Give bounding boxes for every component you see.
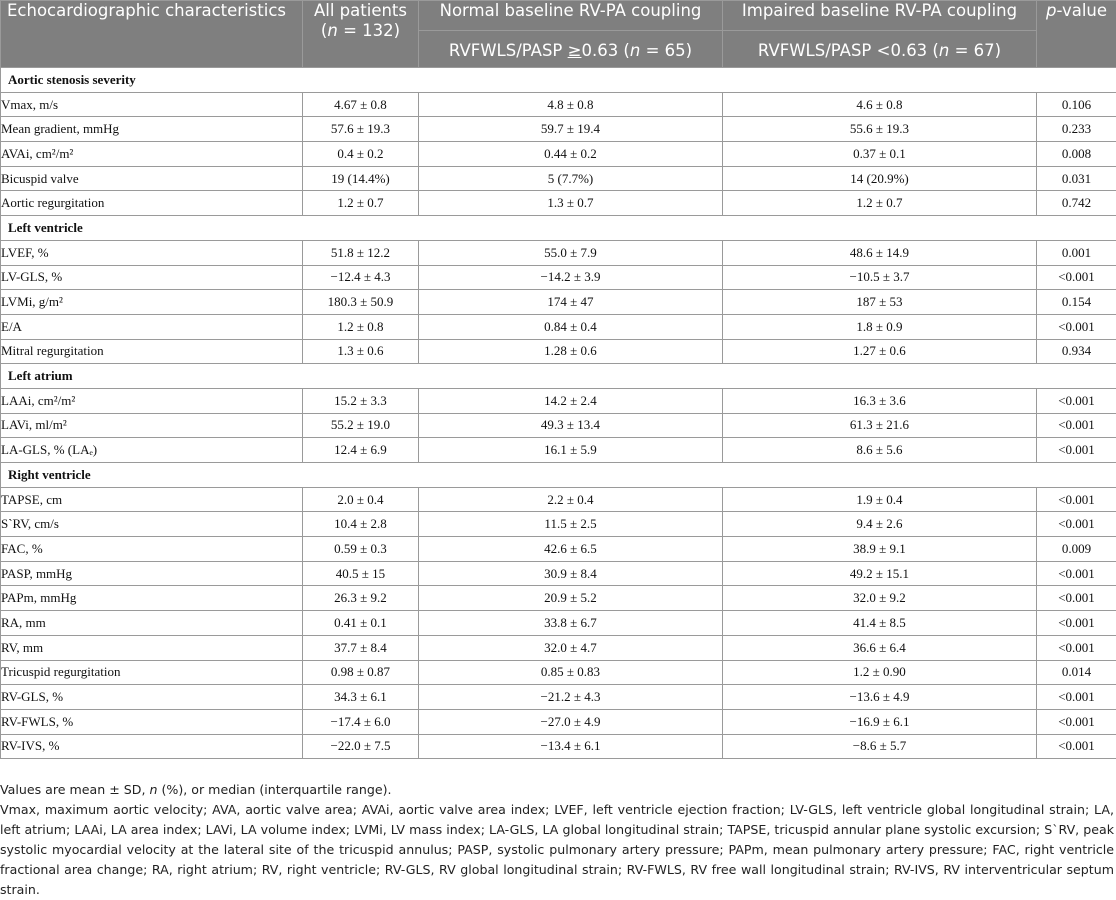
row-label: PASP, mmHg: [1, 561, 303, 586]
row-label: AVAi, cm²/m²: [1, 142, 303, 167]
cell-normal-coupling: 20.9 ± 5.2: [419, 586, 723, 611]
row-label: LVEF, %: [1, 240, 303, 265]
cell-normal-coupling: −14.2 ± 3.9: [419, 265, 723, 290]
cell-normal-coupling: 1.3 ± 0.7: [419, 191, 723, 216]
cell-impaired-coupling: 49.2 ± 15.1: [723, 561, 1037, 586]
row-label: RA, mm: [1, 611, 303, 636]
cell-p-value: 0.154: [1037, 290, 1116, 315]
table-row: [1, 537, 1116, 562]
footnote-abbreviations: Vmax, maximum aortic velocity; AVA, aortic valve area; AVAi, aortic valve area index; LVEF, left ventricle ejection fraction; LV-GLS, left ventricle global longitudinal strain; LA, left atrium; LAAi, LA area index; LAVi, LA volume index; LVMi, LV mass index; LA-GLS, LA global longitudinal strain; TAPSE, tricuspid annular plane systolic excursion; S`RV, peak systolic myocardial velocity at the lateral site of the tricuspid annulus; PASP, systolic pulmonary artery pressure; PAPm, mean pulmonary artery pressure; FAC, right ventricle fractional area change; RA, right atrium; RV, right ventricle; RV-GLS, RV global longitudinal strain; RV-FWLS, RV free wall longitudinal strain; RV-IVS, RV interventricular septum strain.: [0, 802, 1114, 897]
cell-normal-coupling: 59.7 ± 19.4: [419, 117, 723, 142]
table-row: [1, 660, 1116, 685]
table-row: [1, 339, 1116, 364]
table-row: [1, 734, 1116, 759]
cell-all-patients: −12.4 ± 4.3: [303, 265, 419, 290]
cell-all-patients: 57.6 ± 19.3: [303, 117, 419, 142]
cell-normal-coupling: 30.9 ± 8.4: [419, 561, 723, 586]
cell-all-patients: 10.4 ± 2.8: [303, 512, 419, 537]
row-label: RV-FWLS, %: [1, 709, 303, 734]
cell-p-value: <0.001: [1037, 734, 1116, 759]
row-label: Aortic regurgitation: [1, 191, 303, 216]
cell-normal-coupling: 14.2 ± 2.4: [419, 388, 723, 413]
cell-normal-coupling: 4.8 ± 0.8: [419, 92, 723, 117]
cell-p-value: <0.001: [1037, 709, 1116, 734]
cell-normal-coupling: 32.0 ± 4.7: [419, 635, 723, 660]
cell-all-patients: 1.2 ± 0.8: [303, 314, 419, 339]
cell-p-value: <0.001: [1037, 685, 1116, 710]
table-row: [1, 166, 1116, 191]
section-title: Left atrium: [1, 364, 1116, 389]
cell-impaired-coupling: 1.2 ± 0.7: [723, 191, 1037, 216]
cell-p-value: 0.106: [1037, 92, 1116, 117]
cell-p-value: 0.014: [1037, 660, 1116, 685]
cell-all-patients: 40.5 ± 15: [303, 561, 419, 586]
cell-p-value: <0.001: [1037, 388, 1116, 413]
row-label: PAPm, mmHg: [1, 586, 303, 611]
cell-all-patients: 1.3 ± 0.6: [303, 339, 419, 364]
cell-impaired-coupling: 38.9 ± 9.1: [723, 537, 1037, 562]
cell-p-value: <0.001: [1037, 438, 1116, 463]
row-label: LAAi, cm²/m²: [1, 388, 303, 413]
table-row: [1, 314, 1116, 339]
row-label: E/A: [1, 314, 303, 339]
cell-all-patients: 2.0 ± 0.4: [303, 487, 419, 512]
cell-impaired-coupling: 61.3 ± 21.6: [723, 413, 1037, 438]
cell-normal-coupling: 2.2 ± 0.4: [419, 487, 723, 512]
cell-normal-coupling: 5 (7.7%): [419, 166, 723, 191]
section-title: Aortic stenosis severity: [1, 68, 1116, 93]
cell-impaired-coupling: 1.27 ± 0.6: [723, 339, 1037, 364]
row-label: Mean gradient, mmHg: [1, 117, 303, 142]
table-row: [1, 438, 1116, 463]
cell-impaired-coupling: 1.2 ± 0.90: [723, 660, 1037, 685]
cell-impaired-coupling: 4.6 ± 0.8: [723, 92, 1037, 117]
footnote-values: Values are mean ± SD, n (%), or median (interquartile range).: [0, 782, 392, 797]
table-row: [1, 117, 1116, 142]
header-impaired-coupling: Impaired baseline RV-PA coupling: [723, 1, 1037, 31]
cell-normal-coupling: 0.84 ± 0.4: [419, 314, 723, 339]
header-characteristics: Echocardiographic characteristics: [1, 1, 303, 68]
cell-p-value: 0.934: [1037, 339, 1116, 364]
row-label: LAVi, ml/m²: [1, 413, 303, 438]
table-row: [1, 388, 1116, 413]
row-label: LVMi, g/m²: [1, 290, 303, 315]
cell-all-patients: 51.8 ± 12.2: [303, 240, 419, 265]
cell-all-patients: 55.2 ± 19.0: [303, 413, 419, 438]
cell-normal-coupling: −27.0 ± 4.9: [419, 709, 723, 734]
cell-impaired-coupling: 32.0 ± 9.2: [723, 586, 1037, 611]
cell-impaired-coupling: 1.9 ± 0.4: [723, 487, 1037, 512]
cell-impaired-coupling: 41.4 ± 8.5: [723, 611, 1037, 636]
cell-normal-coupling: 33.8 ± 6.7: [419, 611, 723, 636]
header-all-patients: All patients (n = 132): [303, 1, 419, 68]
table-row: [1, 561, 1116, 586]
header-normal-coupling: Normal baseline RV-PA coupling: [419, 1, 723, 31]
cell-p-value: <0.001: [1037, 586, 1116, 611]
cell-all-patients: −22.0 ± 7.5: [303, 734, 419, 759]
cell-p-value: <0.001: [1037, 611, 1116, 636]
cell-all-patients: 4.67 ± 0.8: [303, 92, 419, 117]
cell-impaired-coupling: 14 (20.9%): [723, 166, 1037, 191]
cell-normal-coupling: −13.4 ± 6.1: [419, 734, 723, 759]
table-body: [1, 68, 1116, 759]
cell-impaired-coupling: 0.37 ± 0.1: [723, 142, 1037, 167]
cell-p-value: 0.233: [1037, 117, 1116, 142]
section-header-row: [1, 68, 1116, 93]
table-row: [1, 709, 1116, 734]
table-row: [1, 487, 1116, 512]
row-label: S`RV, cm/s: [1, 512, 303, 537]
cell-impaired-coupling: 55.6 ± 19.3: [723, 117, 1037, 142]
row-label: Vmax, m/s: [1, 92, 303, 117]
cell-all-patients: 0.41 ± 0.1: [303, 611, 419, 636]
cell-impaired-coupling: 36.6 ± 6.4: [723, 635, 1037, 660]
section-header-row: [1, 216, 1116, 241]
cell-all-patients: −17.4 ± 6.0: [303, 709, 419, 734]
cell-p-value: <0.001: [1037, 635, 1116, 660]
cell-p-value: 0.742: [1037, 191, 1116, 216]
row-label: FAC, %: [1, 537, 303, 562]
row-label: RV, mm: [1, 635, 303, 660]
cell-all-patients: 26.3 ± 9.2: [303, 586, 419, 611]
cell-all-patients: 0.98 ± 0.87: [303, 660, 419, 685]
cell-all-patients: 19 (14.4%): [303, 166, 419, 191]
row-label: LV-GLS, %: [1, 265, 303, 290]
table-row: [1, 512, 1116, 537]
cell-impaired-coupling: −16.9 ± 6.1: [723, 709, 1037, 734]
cell-p-value: <0.001: [1037, 512, 1116, 537]
cell-impaired-coupling: 16.3 ± 3.6: [723, 388, 1037, 413]
cell-impaired-coupling: −10.5 ± 3.7: [723, 265, 1037, 290]
cell-all-patients: 34.3 ± 6.1: [303, 685, 419, 710]
cell-impaired-coupling: 9.4 ± 2.6: [723, 512, 1037, 537]
cell-normal-coupling: 174 ± 47: [419, 290, 723, 315]
cell-p-value: 0.008: [1037, 142, 1116, 167]
row-label: RV-IVS, %: [1, 734, 303, 759]
row-label: TAPSE, cm: [1, 487, 303, 512]
table-row: [1, 611, 1116, 636]
cell-all-patients: 12.4 ± 6.9: [303, 438, 419, 463]
cell-p-value: 0.001: [1037, 240, 1116, 265]
table-row: [1, 635, 1116, 660]
cell-p-value: <0.001: [1037, 487, 1116, 512]
cell-normal-coupling: 0.85 ± 0.83: [419, 660, 723, 685]
section-title: Left ventricle: [1, 216, 1116, 241]
cell-impaired-coupling: 1.8 ± 0.9: [723, 314, 1037, 339]
row-label: Bicuspid valve: [1, 166, 303, 191]
cell-normal-coupling: −21.2 ± 4.3: [419, 685, 723, 710]
cell-normal-coupling: 0.44 ± 0.2: [419, 142, 723, 167]
cell-p-value: <0.001: [1037, 413, 1116, 438]
table-footnotes: [0, 780, 1114, 900]
cell-impaired-coupling: −8.6 ± 5.7: [723, 734, 1037, 759]
header-impaired-subcriteria: RVFWLS/PASP <0.63 (n = 67): [723, 31, 1037, 68]
table-row: [1, 413, 1116, 438]
cell-normal-coupling: 42.6 ± 6.5: [419, 537, 723, 562]
table-row: [1, 142, 1116, 167]
cell-all-patients: 1.2 ± 0.7: [303, 191, 419, 216]
cell-p-value: <0.001: [1037, 561, 1116, 586]
table-row: [1, 685, 1116, 710]
row-label: RV-GLS, %: [1, 685, 303, 710]
cell-all-patients: 180.3 ± 50.9: [303, 290, 419, 315]
header-p-value: p-value: [1037, 1, 1116, 68]
table-row: [1, 586, 1116, 611]
cell-normal-coupling: 1.28 ± 0.6: [419, 339, 723, 364]
table-row: [1, 240, 1116, 265]
cell-normal-coupling: 55.0 ± 7.9: [419, 240, 723, 265]
cell-impaired-coupling: 48.6 ± 14.9: [723, 240, 1037, 265]
cell-all-patients: 37.7 ± 8.4: [303, 635, 419, 660]
table-row: [1, 265, 1116, 290]
cell-all-patients: 15.2 ± 3.3: [303, 388, 419, 413]
section-header-row: [1, 364, 1116, 389]
table-row: [1, 191, 1116, 216]
cell-impaired-coupling: −13.6 ± 4.9: [723, 685, 1037, 710]
cell-normal-coupling: 16.1 ± 5.9: [419, 438, 723, 463]
cell-impaired-coupling: 8.6 ± 5.6: [723, 438, 1037, 463]
cell-all-patients: 0.59 ± 0.3: [303, 537, 419, 562]
section-header-row: [1, 463, 1116, 488]
header-normal-subcriteria: RVFWLS/PASP ≥0.63 (n = 65): [419, 31, 723, 68]
cell-impaired-coupling: 187 ± 53: [723, 290, 1037, 315]
row-label: LA-GLS, % (LAₑ): [1, 438, 303, 463]
cell-p-value: <0.001: [1037, 265, 1116, 290]
cell-p-value: 0.009: [1037, 537, 1116, 562]
section-title: Right ventricle: [1, 463, 1116, 488]
table-row: [1, 290, 1116, 315]
cell-p-value: <0.001: [1037, 314, 1116, 339]
cell-normal-coupling: 49.3 ± 13.4: [419, 413, 723, 438]
table-row: [1, 92, 1116, 117]
cell-all-patients: 0.4 ± 0.2: [303, 142, 419, 167]
cell-normal-coupling: 11.5 ± 2.5: [419, 512, 723, 537]
row-label: Tricuspid regurgitation: [1, 660, 303, 685]
cell-p-value: 0.031: [1037, 166, 1116, 191]
row-label: Mitral regurgitation: [1, 339, 303, 364]
